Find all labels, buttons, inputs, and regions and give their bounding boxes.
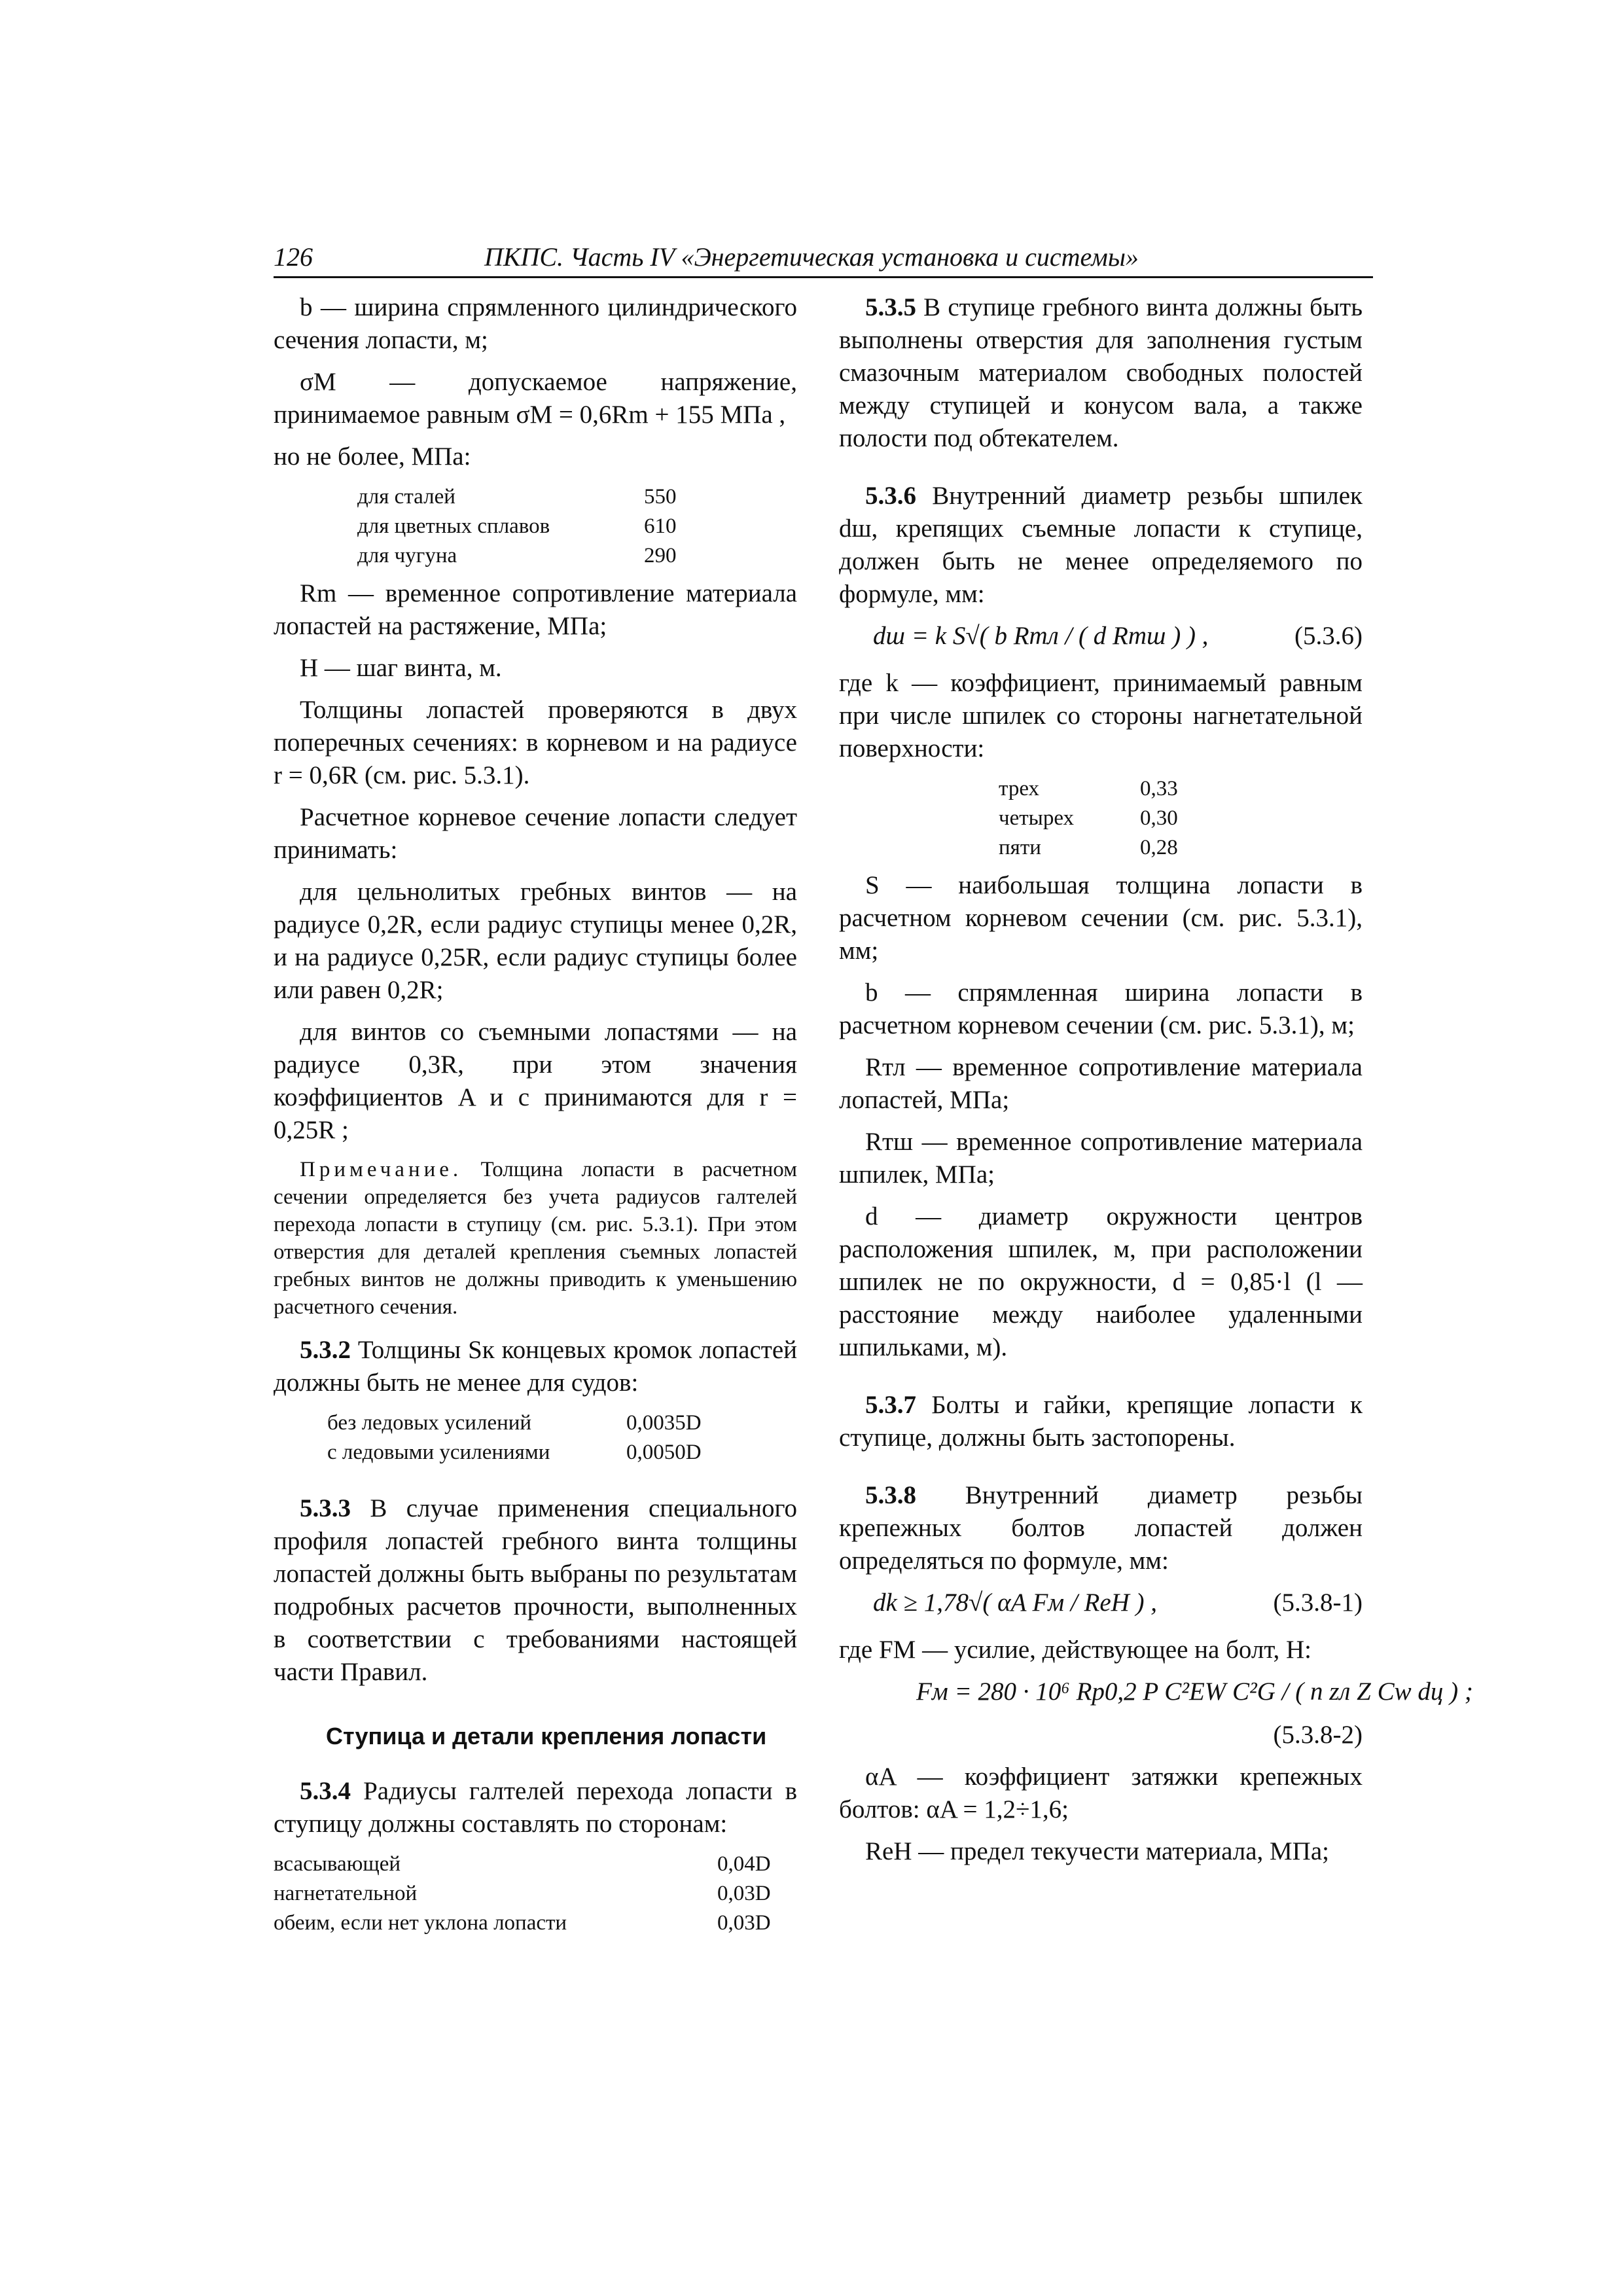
table-row: нагнетательной 0,03D	[274, 1882, 771, 1905]
section-number: 5.3.7	[865, 1391, 916, 1419]
reh-definition: ReH — предел текучести материала, МПа;	[865, 1837, 1329, 1865]
sigma-limit-table	[357, 482, 677, 571]
table-row: для чугуна 290	[357, 544, 677, 567]
edge-thickness-table	[327, 1408, 702, 1467]
formula-expression: Fм = 280 · 10⁶ Rp0,2 P C²EW C²G / ( n zл Z Cw dц ) ;	[916, 1677, 1473, 1706]
note-paragraph	[274, 1156, 797, 1321]
rtl-definition: Rтл — временное сопротивление материала лопастей, МПа;	[839, 1053, 1363, 1114]
formula-number: (5.3.6)	[1294, 622, 1363, 650]
subheading: Ступица и детали крепления лопасти	[326, 1723, 767, 1749]
section-5-3-3: 5.3.3 В случае применения специального профиля лопастей гребного винта толщины лопастей должны быть выбраны по результатам подробных расчетов прочности, выполненных в соответствии с требованиями настоящей части Правил.	[274, 1494, 797, 1686]
formula-5-3-6	[839, 620, 1363, 656]
d-definition: d — диаметр окружности центров расположения шпилек, м, при расположении шпилек не по окружности, d = 0,85·l (l — расстояние между наиболее удаленными шпильками, м).	[839, 1202, 1363, 1361]
section-5-3-4: 5.3.4 Радиусы галтелей перехода лопасти в ступицу должны составлять по сторонам:	[274, 1777, 798, 1838]
table-row: четырех 0,30	[999, 806, 1178, 830]
rtsh-definition: Rтш — временное сопротивление материала шпилек, МПа;	[839, 1128, 1363, 1189]
root-section-paragraph: Расчетное корневое сечение лопасти следует принимать:	[274, 803, 797, 864]
formula-expression: dш = k S√( b Rтл / ( d Rтш ) ) ,	[873, 622, 1209, 650]
section-number: 5.3.2	[300, 1336, 351, 1364]
b-definition: b — ширина спрямленного цилиндрического сечения лопасти, м;	[274, 293, 797, 354]
page-number: 126	[274, 242, 313, 272]
rm-definition: Rm — временное сопротивление материала лопастей на растяжение, МПа;	[274, 579, 797, 640]
section-number: 5.3.5	[865, 293, 916, 321]
sigma-definition: σМ — допускаемое напряжение, принимаемое равным σМ = 0,6Rm + 155 МПа ,	[274, 368, 797, 429]
section-5-3-6: 5.3.6 Внутренний диаметр резьбы шпилек dш, крепящих съемные лопасти к ступице, должен быть не менее определяемого по формуле, мм:	[839, 482, 1363, 608]
section-number: 5.3.4	[300, 1777, 351, 1805]
table-row: пяти 0,28	[999, 836, 1178, 859]
section-number: 5.3.8	[865, 1481, 916, 1509]
table-row: обеим, если нет уклона лопасти 0,03D	[274, 1911, 771, 1935]
note-label: Примечание.	[300, 1158, 463, 1181]
table-row: без ледовых усилений 0,0035D	[327, 1411, 702, 1435]
left-column	[274, 291, 797, 1945]
section-number: 5.3.3	[300, 1494, 351, 1522]
section-number: 5.3.6	[865, 482, 916, 510]
table-row: всасывающей 0,04D	[274, 1852, 771, 1876]
section-5-3-5: 5.3.5 В ступице гребного винта должны быть выполнены отверстия для заполнения густым смазочным материалом свободных полостей между ступицей и конусом вала, а также полости под обтекателем.	[839, 293, 1363, 452]
table-row: для цветных сплавов 610	[357, 514, 677, 538]
formula-number: (5.3.8-1)	[1273, 1588, 1363, 1617]
removable-blades-paragraph: для винтов со съемными лопастями — на радиусе 0,3R, при этом значения коэффициентов A и c принимаются для r = 0,25R ;	[274, 1018, 797, 1144]
thickness-check-paragraph: Толщины лопастей проверяются в двух поперечных сечениях: в корневом и на радиусе r = 0,6R (см. рис. 5.3.1).	[274, 696, 797, 789]
table-row: для сталей 550	[357, 485, 677, 509]
sigma-limit: но не более, МПа:	[274, 442, 471, 471]
table-row: трех 0,33	[999, 777, 1178, 800]
section-5-3-7: 5.3.7 Болты и гайки, крепящие лопасти к ступице, должны быть застопорены.	[839, 1391, 1363, 1452]
fillet-radius-table	[274, 1850, 771, 1938]
alpha-definition: αA — коэффициент затяжки крепежных болтов: αA = 1,2÷1,6;	[839, 1763, 1363, 1823]
formula-5-3-8-2	[839, 1676, 1473, 1712]
formula-5-3-8-1	[839, 1587, 1363, 1623]
k-definition: где k — коэффициент, принимаемый равным при числе шпилек со стороны нагнетательной поверхности:	[839, 669, 1363, 762]
formula-expression: dk ≥ 1,78√( αA Fм / ReH ) ,	[873, 1588, 1158, 1617]
s-definition: S — наибольшая толщина лопасти в расчетном корневом сечении (см. рис. 5.3.1), мм;	[839, 871, 1363, 965]
formula-number: (5.3.8-2)	[1273, 1721, 1363, 1749]
section-5-3-8: 5.3.8 Внутренний диаметр резьбы крепежных болтов лопастей должен определяться по формуле, мм:	[839, 1481, 1363, 1575]
table-row: с ледовыми усилениями 0,0050D	[327, 1441, 702, 1464]
running-title: ПКПС. Часть IV «Энергетическая установка и системы»	[484, 242, 1139, 272]
b-definition: b — спрямленная ширина лопасти в расчетном корневом сечении (см. рис. 5.3.1), м;	[839, 978, 1363, 1039]
solid-propeller-paragraph: для цельнолитых гребных винтов — на радиусе 0,2R, если радиус ступицы менее 0,2R, и на радиусе 0,25R, если радиус ступицы более или равен 0,2R;	[274, 878, 797, 1004]
h-definition: H — шаг винта, м.	[300, 654, 502, 682]
right-column	[839, 291, 1473, 1877]
running-header	[274, 236, 1373, 278]
fm-definition: где FМ — усилие, действующее на болт, Н:	[839, 1636, 1311, 1664]
note-text: Толщина лопасти в расчетном сечении определяется без учета радиусов галтелей перехода лопасти в ступицу (см. рис. 5.3.1). При этом отверстия для деталей крепления съемных лопастей гребных винтов не должны приводить к уменьшению расчетного сечения.	[274, 1158, 797, 1319]
section-5-3-2: 5.3.2 Толщины Sк концевых кромок лопастей должны быть не менее для судов:	[274, 1336, 798, 1397]
k-coefficient-table	[999, 774, 1178, 863]
